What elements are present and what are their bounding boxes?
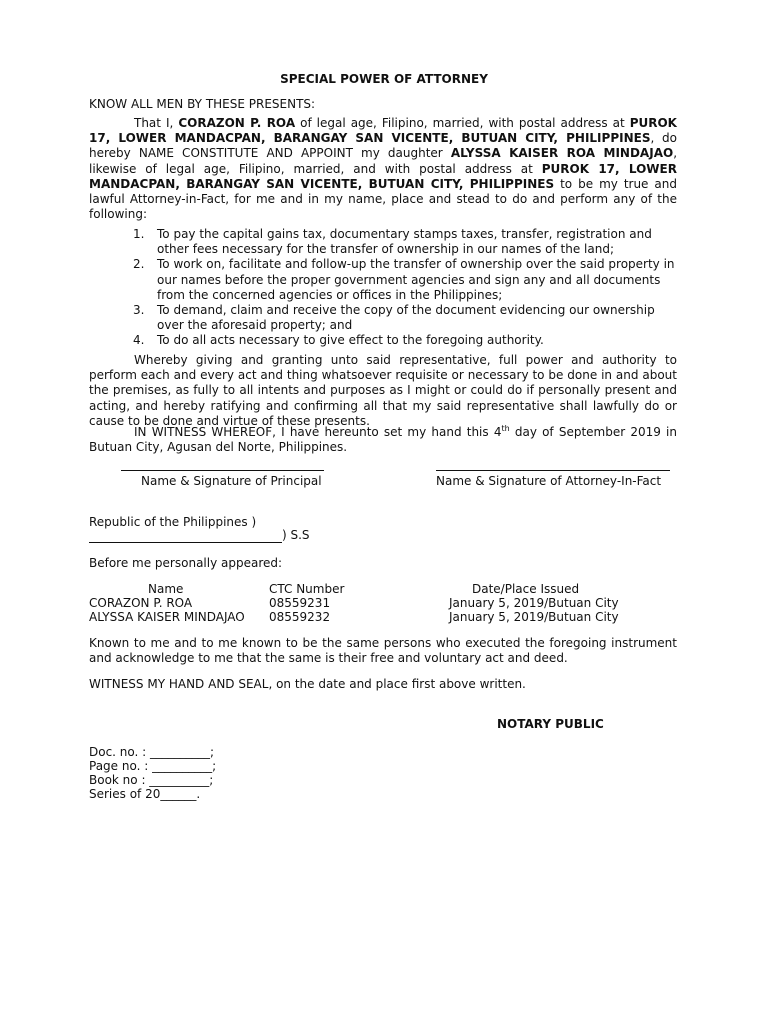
- table-cell-date: January 5, 2019/Butuan City: [449, 596, 619, 610]
- list-text: To work on, facilitate and follow-up the transfer of ownership over the said property in our names before the proper government agencies and sign any and all documents from the concerned agencies or offices in the Philippines;: [157, 257, 675, 302]
- table-cell-name: CORAZON P. ROA: [89, 596, 193, 610]
- page-number: Page no. : __________;: [89, 759, 217, 773]
- republic-line: Republic of the Philippines ): [89, 515, 257, 529]
- document-title: SPECIAL POWER OF ATTORNEY: [280, 72, 488, 86]
- attorney-address: PUROK 17, LOWER MANDACPAN, BARANGAY SAN VICENTE, BUTUAN CITY, PHILIPPINES: [89, 161, 677, 191]
- table-header-name: Name: [148, 582, 184, 596]
- list-item: [89, 303, 677, 333]
- list-number: 1.: [133, 227, 145, 241]
- para1-text: That I,: [134, 116, 179, 130]
- list-item: [89, 257, 677, 303]
- authority-paragraph: Whereby giving and granting unto said representative, full power and authority to perform each and every act and thing whatsoever requisite or necessary to be done in and about the premises, as fully to all intents and purposes as I might or could do if personally present and acting, and hereby ratifying and confirming all that my said representative shall lawfully do or cause to be done and virtue of these presents.: [89, 353, 677, 428]
- table-header-row: [89, 582, 689, 596]
- para1-text: to be my true and lawful Attorney-in-Fact, for me and in my name, place and stead to do and perform any of the following:: [89, 176, 677, 222]
- list-text: To demand, claim and receive the copy of the document evidencing our ownership over the aforesaid property; and: [157, 303, 655, 333]
- table-cell-date: January 5, 2019/Butuan City: [449, 610, 619, 624]
- doc-number: Doc. no. : __________;: [89, 745, 215, 759]
- table-header-date: Date/Place Issued: [472, 582, 580, 596]
- witness-paragraph: [89, 421, 677, 455]
- table-cell-ctc: 08559232: [269, 610, 331, 624]
- witness-text: day of September 2019 in Butuan City, Agusan del Norte, Philippines.: [89, 425, 677, 455]
- table-row: [89, 610, 689, 624]
- principal-name: CORAZON P. ROA: [178, 116, 296, 130]
- table-header-ctc: CTC Number: [269, 582, 345, 596]
- principal-signature-label: Name & Signature of Principal: [141, 474, 322, 488]
- attorney-signature-label: Name & Signature of Attorney-In-Fact: [436, 474, 662, 488]
- before-me-line: Before me personally appeared:: [89, 556, 283, 570]
- appearance-table: [89, 582, 689, 624]
- list-text: To pay the capital gains tax, documentary stamps taxes, transfer, registration and other fees necessary for the transfer of ownership in our names of the land;: [157, 227, 652, 257]
- witness-text: IN WITNESS WHEREOF, I have hereunto set my hand this 4: [134, 425, 502, 439]
- table-cell-ctc: 08559231: [269, 596, 331, 610]
- table-cell-name: ALYSSA KAISER MINDAJAO: [89, 610, 245, 624]
- attorney-signature-line: [436, 470, 670, 471]
- list-text: To do all acts necessary to give effect to the foregoing authority.: [157, 333, 544, 348]
- para1-text: of legal age, Filipino, married, with postal address at: [295, 116, 630, 130]
- ss-label: ) S.S: [282, 528, 310, 542]
- series-year: Series of 20______.: [89, 787, 201, 801]
- notary-public-label: NOTARY PUBLIC: [497, 717, 604, 731]
- witness-superscript: th: [501, 424, 510, 433]
- table-row: [89, 596, 689, 610]
- acknowledgment-paragraph: Known to me and to me known to be the same persons who executed the foregoing instrument and acknowledge to me that the same is their free and voluntary act and deed.: [89, 636, 677, 666]
- powers-list: [89, 227, 677, 349]
- list-number: 4.: [133, 333, 145, 348]
- city-blank-line: [89, 542, 282, 543]
- salutation: KNOW ALL MEN BY THESE PRESENTS:: [89, 97, 316, 111]
- appointment-paragraph: [89, 116, 677, 222]
- para1-text: , likewise of legal age, Filipino, married, and with postal address at: [89, 146, 678, 176]
- list-number: 2.: [133, 257, 145, 272]
- seal-line: WITNESS MY HAND AND SEAL, on the date and place first above written.: [89, 677, 526, 691]
- list-item: [89, 227, 677, 257]
- book-number: Book no : __________;: [89, 773, 214, 787]
- principal-address: PUROK 17, LOWER MANDACPAN, BARANGAY SAN VICENTE, BUTUAN CITY, PHILIPPINES: [89, 116, 677, 146]
- list-item: [89, 333, 677, 348]
- attorney-name: ALYSSA KAISER ROA MINDAJAO: [450, 146, 674, 161]
- docket-info: [89, 745, 216, 801]
- principal-signature-line: [121, 470, 324, 471]
- para1-text: , do hereby NAME CONSTITUTE AND APPOINT my daughter: [89, 131, 677, 161]
- list-number: 3.: [133, 303, 145, 318]
